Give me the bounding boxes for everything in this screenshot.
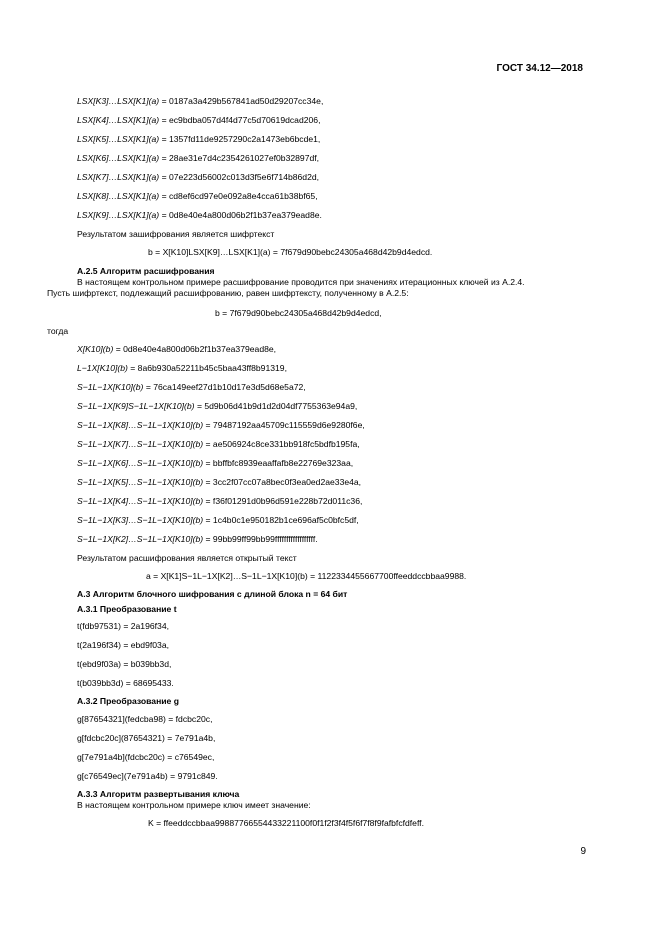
doc-code-header: ГОСТ 34.12—2018 bbox=[496, 63, 583, 74]
dec-expr: S−1L−1X[K5]…S−1L−1X[K10](b) bbox=[77, 477, 204, 487]
section-a25-para-2: Пусть шифртекст, подлежащий расшифрованию, равен шифртексту, полученному в А.2.5: bbox=[47, 288, 409, 298]
dec-value: = 0d8e40e4a800d06b2f1b37ea379ead8e, bbox=[115, 344, 277, 354]
dec-round-2 bbox=[77, 363, 287, 374]
dec-value: = 79487192aa45709c115559d6e9280f6e, bbox=[205, 420, 365, 430]
section-a3-title: А.3 Алгоритм блочного шифрования с длиной блока n = 64 бит bbox=[77, 589, 348, 599]
dec-expr: L−1X[K10](b) bbox=[77, 363, 128, 373]
dec-round-1 bbox=[77, 344, 276, 355]
dec-value: = 1c4b0c1e950182b1ce696af5c0bfc5df, bbox=[205, 515, 359, 525]
t-item-1: t(fdb97531) = 2a196f34, bbox=[77, 621, 169, 631]
dec-round-9 bbox=[77, 496, 362, 507]
dec-round-7 bbox=[77, 458, 353, 469]
enc-value: = 07e223d56002c013d3f5e6f714b86d2d, bbox=[161, 172, 320, 182]
enc-value: = 1357fd11de9257290c2a1473eb6bcde1, bbox=[161, 134, 321, 144]
enc-value: = ec9bdba057d4f4d77c5d70619dcad206, bbox=[161, 115, 321, 125]
dec-result-formula: a = X[K1]S−1L−1X[K2]…S−1L−1X[K10](b) = 1122334455667700ffeeddccbbaa9988. bbox=[146, 571, 467, 581]
g-item-3: g[7e791a4b](fdcbc20c) = c76549ec, bbox=[77, 752, 215, 762]
g-item-1: g[87654321](fedcba98) = fdcbc20c, bbox=[77, 714, 213, 724]
enc-expr: LSX[K9]…LSX[K1](a) bbox=[77, 210, 160, 220]
enc-expr: LSX[K5]…LSX[K1](a) bbox=[77, 134, 160, 144]
dec-expr: X[K10](b) bbox=[77, 344, 114, 354]
enc-expr: LSX[K8]…LSX[K1](a) bbox=[77, 191, 160, 201]
section-a25-title: А.2.5 Алгоритм расшифрования bbox=[77, 266, 215, 276]
dec-value: = 5d9b06d41b9d1d2d04df7755363e94a9, bbox=[196, 401, 358, 411]
dec-round-3 bbox=[77, 382, 306, 393]
enc-round-3 bbox=[77, 96, 323, 107]
dec-value: = 3cc2f07cc07a8bec0f3ea0ed2ae33e4a, bbox=[205, 477, 362, 487]
dec-expr: S−1L−1X[K6]…S−1L−1X[K10](b) bbox=[77, 458, 204, 468]
dec-expr: S−1L−1X[K9]S−1L−1X[K10](b) bbox=[77, 401, 195, 411]
dec-value: = ae506924c8ce331bb918fc5bdfb195fa, bbox=[205, 439, 360, 449]
g-item-2: g[fdcbc20c](87654321) = 7e791a4b, bbox=[77, 733, 216, 743]
dec-round-10 bbox=[77, 515, 359, 526]
dec-value: = 99bb99ff99bb99ffffffffffffffffff. bbox=[205, 534, 318, 544]
dec-value: = bbffbfc8939eaaffafb8e22769e323aa, bbox=[205, 458, 354, 468]
dec-round-5 bbox=[77, 420, 365, 431]
key-value: K = ffeeddccbbaa99887766554433221100f0f1f2f3f4f5f6f7f8f9fafbfcfdfeff. bbox=[148, 818, 424, 828]
enc-result-text: Результатом зашифрования является шифртекст bbox=[77, 229, 275, 239]
t-item-3: t(ebd9f03a) = b039bb3d, bbox=[77, 659, 172, 669]
page-number: 9 bbox=[580, 846, 586, 857]
enc-round-7 bbox=[77, 172, 319, 183]
dec-round-8 bbox=[77, 477, 361, 488]
enc-result-formula: b = X[K10]LSX[K9]…LSX[K1](a) = 7f679d90bebc24305a468d42b9d4edcd. bbox=[148, 247, 433, 257]
section-a33-para: В настоящем контрольном примере ключ имеет значение: bbox=[77, 800, 311, 810]
dec-round-11 bbox=[77, 534, 318, 545]
dec-expr: S−1L−1X[K2]…S−1L−1X[K10](b) bbox=[77, 534, 204, 544]
dec-value: = 76ca149eef27d1b10d17e3d5d68e5a72, bbox=[145, 382, 306, 392]
section-a33-title: А.3.3 Алгоритм развертывания ключа bbox=[77, 789, 240, 799]
togda-text: тогда bbox=[47, 326, 69, 336]
enc-round-8 bbox=[77, 191, 318, 202]
enc-round-6 bbox=[77, 153, 319, 164]
enc-round-5 bbox=[77, 134, 320, 145]
dec-expr: S−1L−1X[K7]…S−1L−1X[K10](b) bbox=[77, 439, 204, 449]
t-item-2: t(2a196f34) = ebd9f03a, bbox=[77, 640, 169, 650]
enc-expr: LSX[K7]…LSX[K1](a) bbox=[77, 172, 160, 182]
dec-expr: S−1L−1X[K8]…S−1L−1X[K10](b) bbox=[77, 420, 204, 430]
dec-expr: S−1L−1X[K10](b) bbox=[77, 382, 144, 392]
enc-value: = cd8ef6cd97e0e092a8e4cca61b38bf65, bbox=[161, 191, 318, 201]
section-a31-title: А.3.1 Преобразование t bbox=[77, 604, 177, 614]
enc-expr: LSX[K3]…LSX[K1](a) bbox=[77, 96, 160, 106]
b-value: b = 7f679d90bebc24305a468d42b9d4edcd, bbox=[215, 308, 382, 318]
enc-round-9 bbox=[77, 210, 322, 221]
section-a25-para-1: В настоящем контрольном примере расшифрование проводится при значениях итерационных ключей из А.2.4. bbox=[77, 277, 525, 287]
dec-expr: S−1L−1X[K3]…S−1L−1X[K10](b) bbox=[77, 515, 204, 525]
g-item-4: g[c76549ec](7e791a4b) = 9791c849. bbox=[77, 771, 218, 781]
dec-round-6 bbox=[77, 439, 360, 450]
enc-expr: LSX[K6]…LSX[K1](a) bbox=[77, 153, 160, 163]
t-item-4: t(b039bb3d) = 68695433. bbox=[77, 678, 174, 688]
section-a32-title: А.3.2 Преобразование g bbox=[77, 696, 179, 706]
enc-value: = 28ae31e7d4c2354261027ef0b32897df, bbox=[161, 153, 320, 163]
enc-expr: LSX[K4]…LSX[K1](a) bbox=[77, 115, 160, 125]
dec-value: = 8a6b930a52211b45c5baa43ff8b91319, bbox=[130, 363, 287, 373]
enc-value: = 0d8e40e4a800d06b2f1b37ea379ead8e. bbox=[161, 210, 322, 220]
dec-value: = f36f01291d0b96d591e228b72d011c36, bbox=[205, 496, 363, 506]
dec-result-text: Результатом расшифрования является открытый текст bbox=[77, 553, 297, 563]
enc-round-4 bbox=[77, 115, 320, 126]
enc-value: = 0187a3a429b567841ad50d29207cc34e, bbox=[161, 96, 324, 106]
dec-round-4 bbox=[77, 401, 357, 412]
dec-expr: S−1L−1X[K4]…S−1L−1X[K10](b) bbox=[77, 496, 204, 506]
